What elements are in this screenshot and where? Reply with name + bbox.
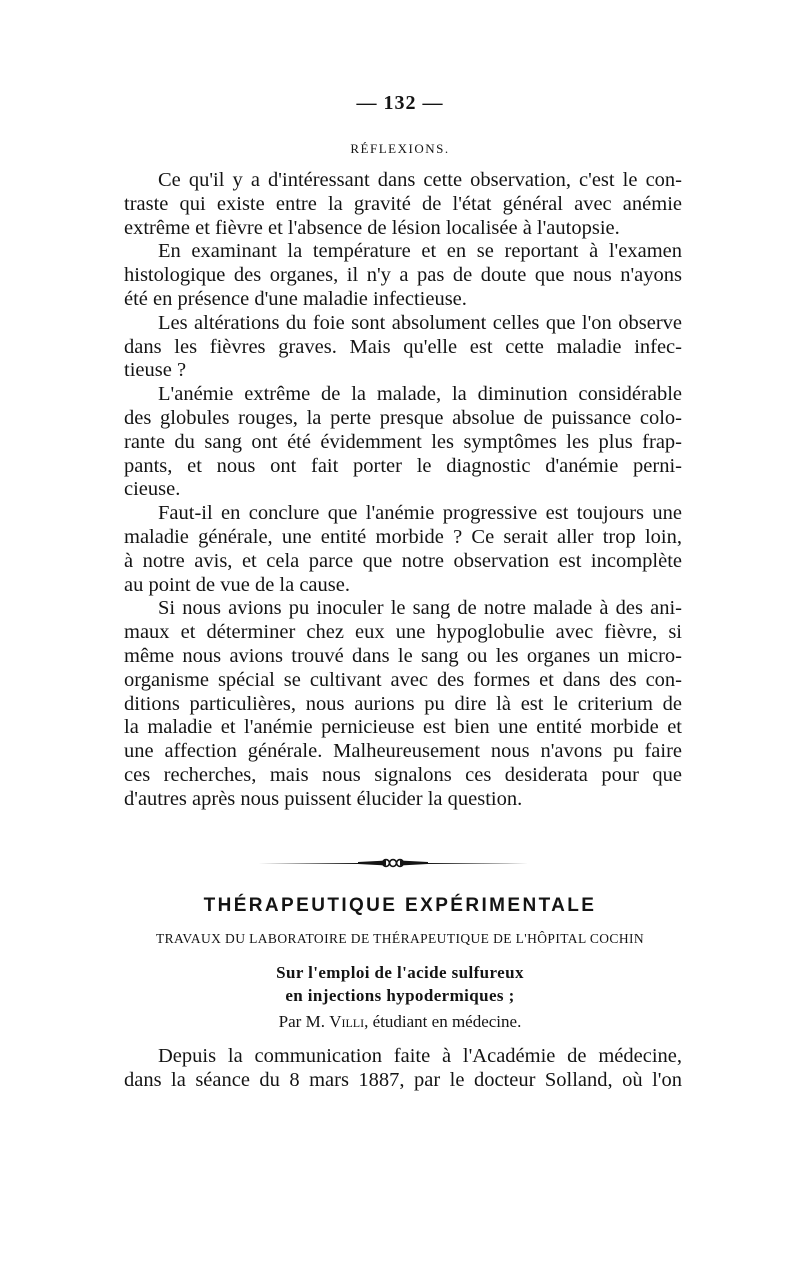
text-line: même nous avions trouvé dans le sang ou les organes un micro- xyxy=(124,644,682,667)
byline xyxy=(0,1012,800,1032)
author-name: Villi xyxy=(329,1012,365,1031)
text-line: pants, et nous ont fait porter le diagnostic d'anémie perni- xyxy=(124,454,682,477)
paragraph-4 xyxy=(124,383,682,502)
text-line: ces recherches, mais nous signalons ces desiderata pour que xyxy=(124,763,682,786)
text-line: extrême et fièvre et l'absence de lésion localisée à l'autopsie. xyxy=(124,216,620,239)
article-text xyxy=(124,1045,682,1093)
text-line: cieuse. xyxy=(124,478,181,501)
text-line: la maladie et l'anémie pernicieuse est bien une entité morbide et xyxy=(124,716,682,739)
paragraph-2 xyxy=(124,240,682,311)
text-line: maux et déterminer chez eux une hypoglobulie avec fièvre, si xyxy=(124,621,682,644)
text-line: dans la séance du 8 mars 1887, par le docteur Solland, où l'on xyxy=(124,1068,682,1091)
text-line: été en présence d'une maladie infectieuse. xyxy=(124,287,467,310)
byline-prefix: Par M. xyxy=(278,1012,325,1031)
text-line: En examinant la température et en se reportant à l'examen xyxy=(158,240,682,263)
reflections-text xyxy=(124,169,682,812)
article-title-line: en injections hypodermiques ; xyxy=(285,986,515,1005)
text-line: tieuse ? xyxy=(124,359,187,382)
text-line: Si nous avions pu inoculer le sang de notre malade à des ani- xyxy=(158,597,682,620)
page-number: — 132 — xyxy=(356,92,444,114)
article-title-line: Sur l'emploi de l'acide sulfureux xyxy=(276,963,524,982)
text-line: des globules rouges, la perte presque absolue de puissance colo- xyxy=(124,406,682,429)
paragraph-1 xyxy=(124,169,682,240)
text-line: Ce qu'il y a d'intéressant dans cette observation, c'est le con- xyxy=(158,169,682,191)
text-line: au point de vue de la cause. xyxy=(124,573,350,596)
paragraph-6 xyxy=(124,597,682,811)
text-line: ditions particulières, nous aurions pu dire là est le criterium de xyxy=(124,692,682,715)
text-line: Depuis la communication faite à l'Académie de médecine, xyxy=(158,1045,682,1067)
running-head: RÉFLEXIONS. xyxy=(350,141,450,156)
text-line: traste qui existe entre la gravité de l'état général avec anémie xyxy=(124,192,682,215)
section-title: THÉRAPEUTIQUE EXPÉRIMENTALE xyxy=(203,895,597,916)
byline-suffix: , étudiant en médecine. xyxy=(364,1012,522,1031)
text-line: rante du sang ont été évidemment les symptômes les plus frap- xyxy=(124,430,682,453)
text-line: histologique des organes, il n'y a pas de doute que nous n'ayons xyxy=(124,264,682,287)
text-line: une affection générale. Malheureusement nous n'avons pu faire xyxy=(124,740,682,763)
text-line: L'anémie extrême de la malade, la diminution considérable xyxy=(158,383,682,406)
text-line: d'autres après nous puissent élucider la question. xyxy=(124,787,523,810)
text-line: maladie générale, une entité morbide ? Ce serait aller trop loin, xyxy=(124,525,682,548)
paragraph-3 xyxy=(124,312,682,383)
text-line: dans les fièvres graves. Mais qu'elle est cette maladie infec- xyxy=(124,335,682,358)
text-line: Faut-il en conclure que l'anémie progressive est toujours une xyxy=(158,502,682,525)
paragraph-5 xyxy=(124,502,682,597)
text-line: Les altérations du foie sont absolument celles que l'on observe xyxy=(158,311,682,334)
text-line: à notre avis, et cela parce que notre observation est incomplète xyxy=(124,549,682,572)
text-line: organisme spécial se cultivant avec des formes et dans des con- xyxy=(124,668,682,691)
laboratory-heading: TRAVAUX DU LABORATOIRE DE THÉRAPEUTIQUE DE L'HÔPITAL COCHIN xyxy=(155,931,645,946)
section-divider-ornament xyxy=(258,856,528,870)
